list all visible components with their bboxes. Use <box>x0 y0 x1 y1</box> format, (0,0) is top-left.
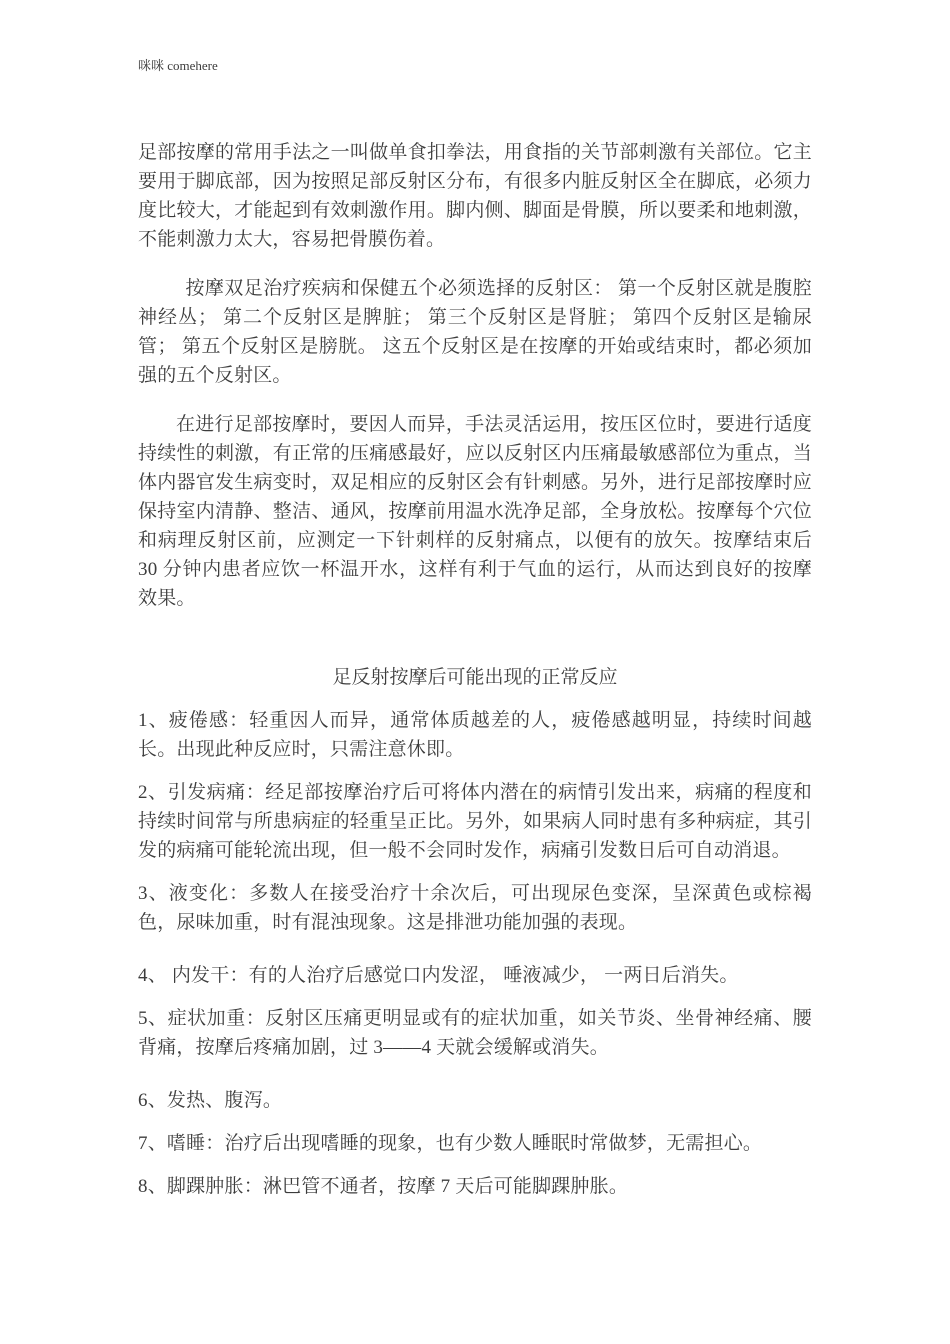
list-item-symptom-aggravation: 5、症状加重：反射区压痛更明显或有的症状加重，如关节炎、坐骨神经痛、腰背痛，按摩后疼痛加剧，过 3——4 天就会缓解或消失。 <box>138 1008 812 1058</box>
list-item-fever-diarrhea: 6、发热、腹泻。 <box>138 1090 283 1111</box>
list-item-triggered-pain: 2、引发病痛：经足部按摩治疗后可将体内潜在的病情引发出来，病痛的程度和持续时间常与所患病症的轻重呈正比。另外，如果病人同时患有多种病症，其引发的病痛可能轮流出现，但一般不会同时发作，病痛引发数日后可自动消退。 <box>138 782 812 861</box>
list-item-drowsiness: 7、嗜睡：治疗后出现嗜睡的现象，也有少数人睡眠时常做梦，无需担心。 <box>138 1133 763 1154</box>
list-item-dry-mouth: 4、 内发干：有的人治疗后感觉口内发涩， 唾液减少， 一两日后消失。 <box>138 965 739 986</box>
document-header-text: 咪咪 comehere <box>138 58 218 73</box>
paragraph-massage-guidelines: 在进行足部按摩时，要因人而异，手法灵活运用，按压区位时，要进行适度持续性的刺激，有正常的压痛感最好，应以反射区内压痛最敏感部位为重点，当体内器官发生病变时，双足相应的反射区会有针刺感。另外，进行足部按摩时应保持室内清静、整洁、通风，按摩前用温水洗净足部，全身放松。按摩每个穴位和病理反射区前，应测定一下针刺样的反射痛点，以便有的放矢。按摩结束后 30 分钟内患者应饮一杯温开水，这样有利于气血的运行，从而达到良好的按摩效果。 <box>138 414 812 609</box>
section-heading-normal-reactions: 足反射按摩后可能出现的正常反应 <box>332 667 618 688</box>
paragraph-five-reflex-zones: 按摩双足治疗疾病和保健五个必须选择的反射区： 第一个反射区就是腹腔神经丛； 第二个反射区是脾脏； 第三个反射区是肾脏； 第四个反射区是输尿管； 第五个反射区是膀胱。 这五个反射区是在按摩的开始或结束时，都必须加强的五个反射区。 <box>138 278 812 386</box>
list-item-fatigue: 1、疲倦感：轻重因人而异，通常体质越差的人，疲倦感越明显，持续时间越长。出现此种反应时，只需注意休即。 <box>138 710 812 760</box>
list-item-urine-change: 3、液变化：多数人在接受治疗十余次后，可出现尿色变深，呈深黄色或棕褐色，尿味加重，时有混浊现象。这是排泄功能加强的表现。 <box>138 883 812 933</box>
paragraph-massage-technique: 足部按摩的常用手法之一叫做单食扣拳法，用食指的关节部刺激有关部位。它主要用于脚底部，因为按照足部反射区分布，有很多内脏反射区全在脚底，必须力度比较大，才能起到有效刺激作用。脚内侧、脚面是骨膜，所以要柔和地刺激，不能刺激力太大，容易把骨膜伤着。 <box>138 142 812 250</box>
list-item-ankle-swelling: 8、脚踝肿胀：淋巴管不通者，按摩 7 天后可能脚踝肿胀。 <box>138 1176 629 1197</box>
